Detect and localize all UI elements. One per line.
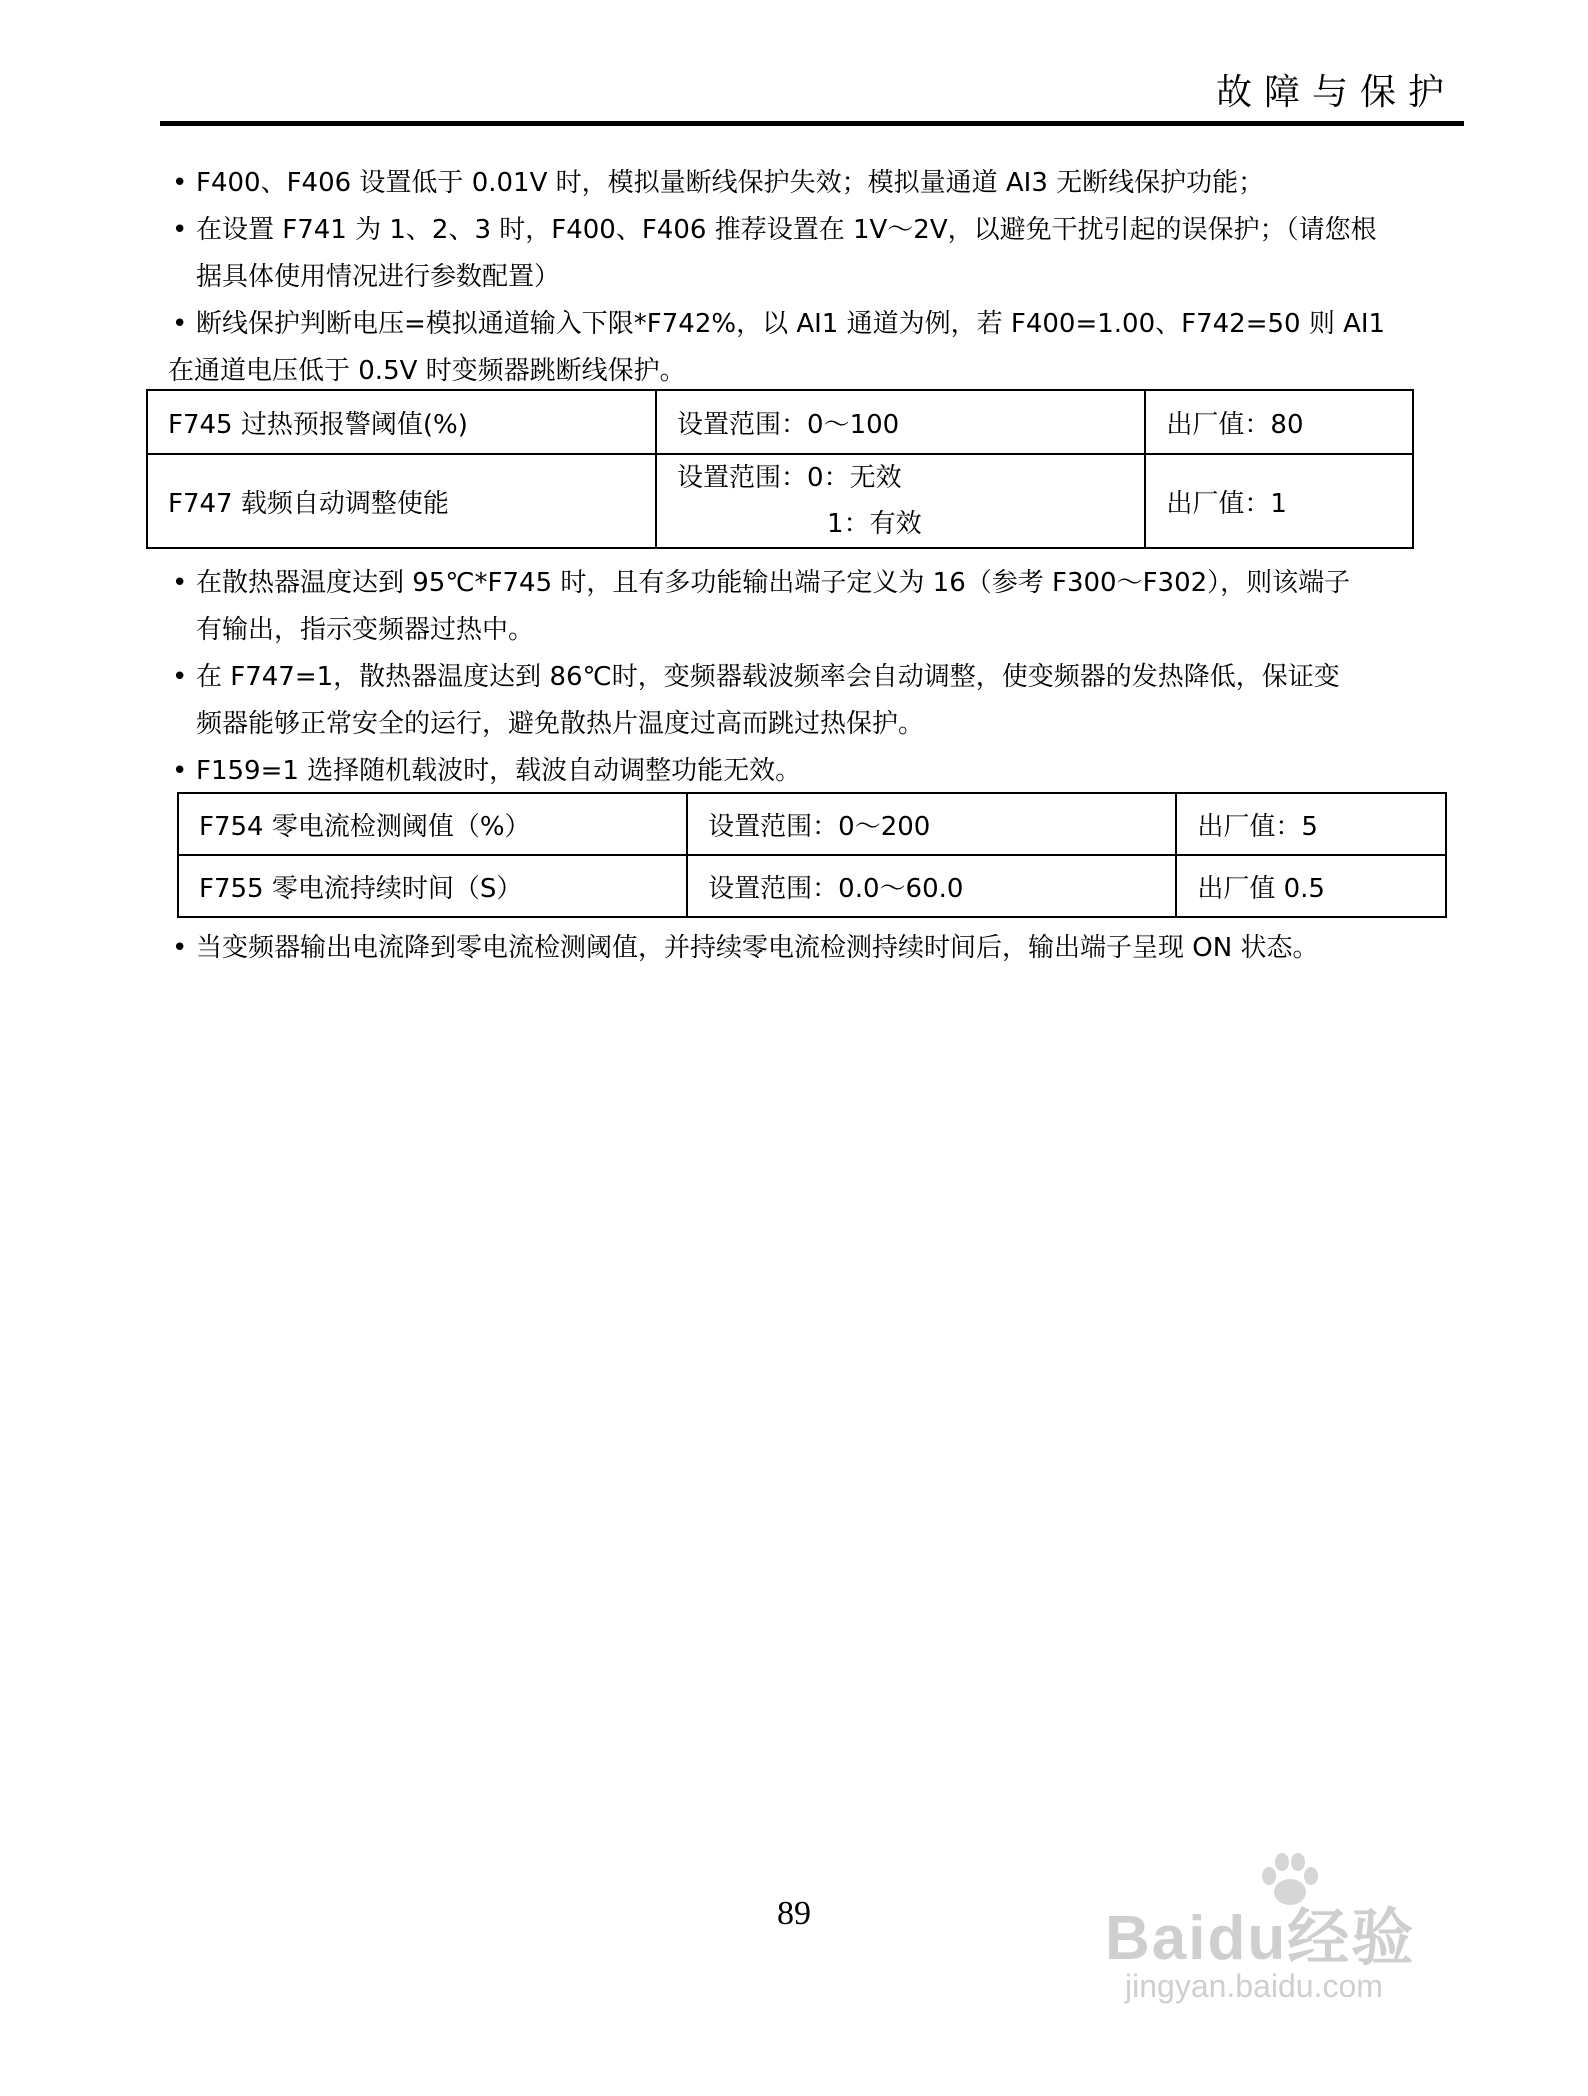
note-bullet: • F400、F406 设置低于 0.01V 时，模拟量断线保护失效；模拟量通道 AI3 无断线保护功能；: [168, 160, 1468, 207]
note-continuation: 据具体使用情况进行参数配置）: [196, 262, 561, 292]
param-name-cell: F754 零电流检测阈值（%）: [178, 793, 687, 855]
note-continuation: 在通道电压低于 0.5V 时变频器跳断线保护。: [168, 356, 686, 386]
note-bullet: • 断线保护判断电压=模拟通道输入下限*F742%，以 AI1 通道为例，若 F400=1.00、F742=50 则 AI1: [168, 301, 1468, 348]
note-continuation: 有输出，指示变频器过热中。: [196, 615, 535, 645]
watermark-brand: Baidu经验: [1105, 1904, 1416, 1973]
table-row: [147, 390, 1413, 454]
param-name-cell: F745 过热预报警阈值(%): [147, 390, 656, 454]
param-range-cell: [656, 454, 1145, 548]
page-header: [160, 60, 1464, 126]
parameter-table-overheat: [146, 389, 1414, 549]
note-bullet: • 在散热器温度达到 95℃*F745 时，且有多功能输出端子定义为 16（参考 F300～F302），则该端子: [168, 560, 1468, 607]
param-default-cell: 出厂值：80: [1145, 390, 1413, 454]
overheat-notes: [168, 560, 1468, 795]
param-default-cell: 出厂值：5: [1176, 793, 1446, 855]
zero-current-notes: [168, 925, 1468, 972]
range-option-0: 设置范围：0：无效: [677, 463, 902, 493]
range-option-1: 1：有效: [827, 509, 922, 539]
note-bullet: • F159=1 选择随机载波时，载波自动调整功能无效。: [168, 748, 1468, 795]
header-title: 故障与保护: [1215, 72, 1456, 113]
parameter-table-zero-current: [177, 792, 1447, 918]
param-range-cell: 设置范围：0.0～60.0: [687, 855, 1176, 917]
param-default-cell: 出厂值：1: [1145, 454, 1413, 548]
param-name-cell: F747 载频自动调整使能: [147, 454, 656, 548]
param-range-cell: 设置范围：0～200: [687, 793, 1176, 855]
page-number: 89: [777, 1895, 811, 1932]
table-row: [178, 793, 1446, 855]
note-bullet: • 在设置 F741 为 1、2、3 时，F400、F406 推荐设置在 1V～2V，以避免干扰引起的误保护；（请您根: [168, 207, 1468, 254]
table-row: [178, 855, 1446, 917]
param-name-cell: F755 零电流持续时间（S）: [178, 855, 687, 917]
note-continuation: 频器能够正常安全的运行，避免散热片温度过高而跳过热保护。: [196, 709, 925, 739]
note-bullet: • 当变频器输出电流降到零电流检测阈值，并持续零电流检测持续时间后，输出端子呈现 ON 状态。: [168, 925, 1468, 972]
param-range-cell: 设置范围：0～100: [656, 390, 1145, 454]
baidu-watermark: [1105, 1850, 1485, 2004]
watermark-url: jingyan.baidu.com: [1125, 1968, 1383, 2004]
header-rule: [160, 121, 1464, 126]
table-row: [147, 454, 1413, 548]
intro-notes: [168, 160, 1468, 395]
note-bullet: • 在 F747=1，散热器温度达到 86℃时，变频器载波频率会自动调整，使变频器的发热降低，保证变: [168, 654, 1468, 701]
param-default-cell: 出厂值 0.5: [1176, 855, 1446, 917]
